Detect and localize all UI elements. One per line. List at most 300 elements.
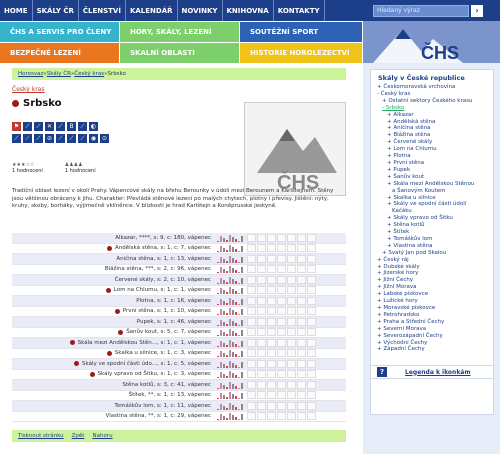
category-categories_row1-2[interactable]: SOUTĚŽNÍ SPORT <box>240 22 363 42</box>
feature-cells <box>247 276 316 284</box>
tree-item[interactable]: + Šanův kout <box>387 173 425 180</box>
feature-cell <box>247 339 256 347</box>
histogram-bar <box>235 375 237 378</box>
histogram-bar <box>226 240 228 242</box>
tree-item[interactable]: + Aničina stěna <box>387 125 431 132</box>
sector-name[interactable] <box>12 329 217 335</box>
tree-item[interactable]: + Jižní Morava <box>377 284 417 291</box>
sector-dot-icon <box>74 361 79 366</box>
histogram-bar <box>238 293 240 294</box>
footer-link-2[interactable]: Nahoru <box>92 433 113 439</box>
feature-cell <box>307 391 316 399</box>
sector-dot-icon <box>115 309 120 314</box>
histogram-bar <box>232 237 234 242</box>
table-row[interactable] <box>12 401 346 412</box>
feature-cell <box>247 286 256 294</box>
tree-item[interactable]: + Tomáškův lom <box>387 235 433 242</box>
sector-name[interactable] <box>12 413 217 419</box>
sector-name[interactable] <box>12 403 217 409</box>
histogram-bar <box>223 280 225 284</box>
feature-cell <box>287 349 296 357</box>
feature-cell <box>307 307 316 315</box>
table-row[interactable] <box>12 338 346 349</box>
grade-histogram <box>217 381 245 389</box>
feature-cell <box>297 360 306 368</box>
category-row-2 <box>0 43 363 63</box>
histogram-bar <box>232 352 234 357</box>
legend-link[interactable]: Legenda k ikonkám <box>405 368 471 376</box>
histogram-bar <box>226 282 228 284</box>
feature-cell <box>277 265 286 273</box>
histogram-bar <box>232 384 234 389</box>
category-categories_row1-0[interactable]: ČHS A SERVIS PRO ČLENY <box>0 22 120 42</box>
category-categories_row2-1[interactable]: SKALNÍ OBLASTI <box>120 43 240 63</box>
feature-cells <box>247 307 316 315</box>
feature-icons <box>12 122 132 146</box>
sector-name[interactable] <box>12 308 217 314</box>
feature-cell <box>277 360 286 368</box>
sector-name[interactable] <box>12 392 217 398</box>
histogram-bar <box>220 414 222 420</box>
footer-link-0[interactable]: Tisknout stránku <box>18 433 64 439</box>
feature-cells <box>247 402 316 410</box>
sector-name[interactable] <box>12 277 217 283</box>
feature-cell <box>247 307 256 315</box>
chs-placeholder-icon <box>245 103 345 195</box>
feature-cells <box>247 391 316 399</box>
tree-item[interactable]: + Skála mezi Andělskou Stěnou <box>387 180 475 187</box>
feature-cell <box>307 276 316 284</box>
histogram-bar <box>229 350 231 357</box>
feature-cell <box>307 234 316 242</box>
table-row[interactable] <box>12 265 346 276</box>
feature-cell <box>297 265 306 273</box>
histogram-bar <box>241 362 243 368</box>
tree-item[interactable]: + Jizerské hory <box>377 270 419 277</box>
feature-cell <box>307 370 316 378</box>
histogram-bar <box>217 388 219 389</box>
histogram-bar <box>235 396 237 399</box>
histogram-bar <box>232 310 234 315</box>
tree-item[interactable]: + Červené skály <box>387 139 433 146</box>
feature-cell <box>297 349 306 357</box>
tree-item[interactable]: + Labské pískovce <box>377 291 429 298</box>
histogram-bar <box>217 335 219 336</box>
feature-cell <box>267 349 276 357</box>
nav-item-4[interactable]: NOVINKY <box>178 0 223 21</box>
sector-name[interactable] <box>12 350 217 356</box>
feature-cell <box>247 412 256 420</box>
feature-cell <box>277 402 286 410</box>
grade-histogram <box>217 234 245 242</box>
histogram-bar <box>241 383 243 389</box>
feature-cell <box>307 339 316 347</box>
histogram-bar <box>217 346 219 347</box>
feature-cell <box>257 297 266 305</box>
table-row[interactable] <box>12 380 346 391</box>
region-tree-box <box>370 69 494 415</box>
histogram-bar <box>229 382 231 389</box>
histogram-bar <box>241 372 243 378</box>
histogram-bar <box>220 257 222 263</box>
feature-cell <box>287 391 296 399</box>
histogram-bar <box>232 268 234 273</box>
table-row[interactable] <box>12 233 346 244</box>
histogram-bar <box>217 367 219 368</box>
feature-cell <box>297 276 306 284</box>
histogram-bar <box>235 407 237 410</box>
histogram-bar <box>223 416 225 420</box>
feature-cell <box>307 244 316 252</box>
nav-item-0[interactable]: HOME <box>0 0 33 21</box>
feature-cell <box>287 339 296 347</box>
breadcrumb-separator: » <box>43 71 47 77</box>
feature-cell <box>267 381 276 389</box>
histogram-bar <box>226 345 228 347</box>
feature-cell <box>307 265 316 273</box>
histogram-bar <box>229 371 231 378</box>
category-categories_row1-1[interactable]: HORY, SKÁLY, LEZENÍ <box>120 22 240 42</box>
histogram-bar <box>220 288 222 294</box>
sector-label[interactable]: Červené skály, s: 2, c: 10, vápenec <box>114 276 211 283</box>
grade-histogram <box>217 276 245 284</box>
tree-item[interactable]: + Andělská stěna <box>387 118 436 125</box>
histogram-bar <box>232 373 234 378</box>
histogram-bar <box>235 260 237 263</box>
tree-item[interactable]: + Vlastina stěna <box>387 242 433 249</box>
histogram-bar <box>229 329 231 336</box>
feature-cell <box>287 297 296 305</box>
histogram-bar <box>241 246 243 252</box>
tree-item[interactable]: + Český ráj <box>377 256 409 263</box>
nav-item-6[interactable]: KONTAKTY <box>274 0 325 21</box>
histogram-bar <box>241 257 243 263</box>
feature-cell <box>257 391 266 399</box>
legend-box <box>370 365 494 379</box>
feature-cell <box>277 255 286 263</box>
tree-item[interactable]: + Stěna kotlů <box>387 222 425 229</box>
tree-item[interactable]: - Srbsko <box>382 104 405 111</box>
breadcrumb-item-3: Srbsko <box>107 71 126 77</box>
histogram-bar <box>217 325 219 326</box>
feature-cell <box>287 328 296 336</box>
search-bar <box>363 0 500 21</box>
breadcrumb-item-1[interactable]: Skály ČR <box>46 71 71 77</box>
histogram-bar <box>223 385 225 389</box>
histogram-bar <box>241 309 243 315</box>
feature-icon-13: ⟋ <box>67 134 76 143</box>
tree-item[interactable]: + Českomoravská vrchovina <box>377 84 456 90</box>
histogram-bar <box>238 356 240 357</box>
sectors-table <box>12 233 346 422</box>
histogram-bar <box>226 313 228 315</box>
search-input[interactable]: Hledaný výraz <box>373 5 469 17</box>
feature-cell <box>247 318 256 326</box>
feature-cells <box>247 318 316 326</box>
feature-cell <box>257 339 266 347</box>
sector-dot-icon <box>90 372 95 377</box>
sector-name[interactable] <box>12 382 217 388</box>
histogram-bar <box>220 372 222 378</box>
rating-stars-icon: ♟♟♟♟ <box>64 162 83 168</box>
tree-item[interactable]: + Blážina stěna <box>387 132 431 139</box>
sector-label[interactable]: Štítek, **, s: 1, c: 13, vápenec <box>128 392 211 399</box>
feature-cell <box>247 381 256 389</box>
feature-cell <box>297 370 306 378</box>
feature-cell <box>257 307 266 315</box>
tree-item[interactable]: + Ostatní sektory Českého krasu <box>382 97 473 104</box>
sector-label[interactable]: Pupek, s: 1, c: 46, vápenec <box>136 318 211 325</box>
sector-label[interactable]: Aničina stěna, s: 1, c: 13, vápenec <box>116 255 211 262</box>
sector-label[interactable]: Skalka u silnice, s: 1, c: 3, vápenec <box>114 350 211 357</box>
sector-label[interactable]: Šanův kout, s: 5, c: 7, vápenec <box>126 329 211 336</box>
feature-cell <box>307 412 316 420</box>
histogram-bar <box>232 300 234 305</box>
feature-cell <box>307 286 316 294</box>
table-row[interactable] <box>12 391 346 402</box>
feature-cell <box>257 370 266 378</box>
feature-cell <box>307 349 316 357</box>
nav-item-5[interactable]: KNIHOVNA <box>223 0 274 21</box>
histogram-bar <box>223 248 225 252</box>
feature-cell <box>247 349 256 357</box>
chs-logo[interactable] <box>363 21 500 63</box>
feature-cells <box>247 370 316 378</box>
sector-label[interactable]: Blážina stěna, ***, s: 2, c: 96, vápenec <box>104 266 211 273</box>
histogram-bar <box>220 236 222 242</box>
histogram-bar <box>229 287 231 294</box>
table-row[interactable] <box>12 275 346 286</box>
histogram-bar <box>229 361 231 368</box>
histogram-bar <box>241 299 243 305</box>
histogram-bar <box>223 301 225 305</box>
histogram-bar <box>226 418 228 420</box>
histogram-bar <box>217 409 219 410</box>
tree-item[interactable]: + Severní Morava <box>377 325 427 332</box>
table-row[interactable] <box>12 328 346 339</box>
feature-cell <box>297 391 306 399</box>
sector-label[interactable]: Skála mezi Andělskou Stěn..., s: 1, c: 1, vápenec <box>77 339 211 346</box>
tree-item[interactable]: + Skály vpravo od Šitku <box>387 215 453 222</box>
sector-name[interactable] <box>12 298 217 304</box>
tree-item[interactable]: + Pupek <box>387 166 411 173</box>
feature-cells <box>247 328 316 336</box>
sector-label[interactable]: Tomáškův lom, s: 1, c: 11, vápenec <box>114 402 211 409</box>
histogram-bar <box>241 288 243 294</box>
tree-item[interactable]: + Petrohradsko <box>377 311 420 318</box>
histogram-bar <box>220 246 222 252</box>
feature-cells <box>247 297 316 305</box>
footer-links <box>12 430 346 442</box>
histogram-bar <box>232 394 234 399</box>
nav-item-3[interactable]: KALENDÁŘ <box>126 0 178 21</box>
histogram-bar <box>217 241 219 242</box>
region-tree <box>371 84 493 353</box>
histogram-bar <box>223 374 225 378</box>
rating-stars-icon: ★★★☆☆ <box>12 162 35 168</box>
histogram-bar <box>241 404 243 410</box>
histogram-bar <box>241 236 243 242</box>
histogram-bar <box>235 281 237 284</box>
sector-name[interactable] <box>12 340 217 346</box>
sector-name[interactable] <box>12 287 217 293</box>
histogram-bar <box>229 319 231 326</box>
feature-cell <box>287 286 296 294</box>
tree-item[interactable]: + Jižní Čechy <box>377 277 414 284</box>
histogram-bar <box>217 304 219 305</box>
feature-cell <box>257 381 266 389</box>
feature-cell <box>257 360 266 368</box>
tree-item[interactable]: + Plotna <box>387 153 411 160</box>
page-title <box>12 98 62 109</box>
feature-cell <box>287 255 296 263</box>
histogram-bar <box>223 238 225 242</box>
tree-item[interactable]: + Východní Čechy <box>377 339 428 346</box>
feature-cell <box>307 318 316 326</box>
sector-dot-icon <box>107 351 112 356</box>
breadcrumb-item-2[interactable]: Český kras <box>74 71 105 77</box>
feature-cell <box>247 276 256 284</box>
tree-item[interactable]: + Severozápadní Čechy <box>377 332 443 339</box>
table-row[interactable] <box>12 244 346 255</box>
sector-name[interactable] <box>12 235 217 241</box>
histogram-bar <box>229 308 231 315</box>
help-icon: ? <box>377 367 387 377</box>
tree-item[interactable]: + Lužické hory <box>377 298 418 305</box>
sector-label[interactable]: Stěna kotlů, s: 3, c: 41, vápenec <box>122 381 211 388</box>
feature-cell <box>267 412 276 420</box>
sector-label[interactable]: Andělská stěna, s: 1, c: 7, vápenec <box>115 245 211 252</box>
tree-item[interactable]: + Svatý Jan pod Skalou <box>382 249 447 256</box>
tree-item[interactable]: + Alkazar <box>387 111 414 118</box>
tree-item[interactable]: + Západní Čechy <box>377 346 425 353</box>
tree-item[interactable]: + Lom na Chlumu <box>387 146 437 153</box>
tree-item[interactable]: + První stěna <box>387 159 425 166</box>
feature-cell <box>247 391 256 399</box>
feature-cell <box>257 244 266 252</box>
histogram-bar <box>235 249 237 252</box>
histogram-bar <box>226 355 228 357</box>
sector-name[interactable] <box>12 361 217 367</box>
rating-count: 1 hodnocení <box>12 168 43 174</box>
sector-label[interactable]: Plotna, s: 1, c: 16, vápenec <box>136 297 211 304</box>
feature-cell <box>247 255 256 263</box>
feature-cell <box>247 360 256 368</box>
sector-label[interactable]: Skály ve spodní části údo..., s: 1, c: 5, vápenec <box>81 360 211 367</box>
sector-label[interactable]: Skály vpravo od Šitku, s: 1, c: 3, vápenec <box>97 371 211 378</box>
histogram-bar <box>238 377 240 378</box>
table-row[interactable] <box>12 317 346 328</box>
category-categories_row2-0[interactable]: BEZPEČNÉ LEZENÍ <box>0 43 120 63</box>
feature-cells <box>247 349 316 357</box>
table-row[interactable] <box>12 359 346 370</box>
sidebar <box>363 63 500 454</box>
feature-icon-1: ⟋ <box>23 122 32 131</box>
feature-cell <box>277 391 286 399</box>
feature-cell <box>267 234 276 242</box>
histogram-bar <box>220 320 222 326</box>
histogram-bar <box>223 353 225 357</box>
tree-item[interactable]: + Skalka u silnice <box>387 194 436 201</box>
sector-label[interactable]: Vlastina stěna, **, s: 1, c: 29, vápenec <box>105 413 211 420</box>
grade-histogram <box>217 307 245 315</box>
tree-item[interactable]: + Skály ve spodní části údolí <box>387 201 467 208</box>
histogram-bar <box>232 331 234 336</box>
histogram-bar <box>238 314 240 315</box>
feature-cell <box>267 276 276 284</box>
table-row[interactable] <box>12 296 346 307</box>
sector-name[interactable] <box>12 245 217 251</box>
tree-item[interactable]: + Praha a Střední Čechy <box>377 318 445 325</box>
histogram-bar <box>235 365 237 368</box>
histogram-bar <box>220 278 222 284</box>
feature-cell <box>307 328 316 336</box>
tree-item[interactable]: - Český kras <box>377 90 411 97</box>
feature-cell <box>277 328 286 336</box>
grade-histogram <box>217 255 245 263</box>
parent-area-link[interactable]: Český kras <box>12 86 45 93</box>
histogram-bar <box>220 341 222 347</box>
nav-item-1[interactable]: SKÁLY ČR <box>33 0 79 21</box>
table-row[interactable] <box>12 286 346 297</box>
table-row[interactable] <box>12 412 346 423</box>
category-categories_row2-2[interactable]: HISTORIE HOROLEZECTVÍ <box>240 43 363 63</box>
photo-logo-text: ČHS <box>277 172 320 194</box>
histogram-bar <box>223 290 225 294</box>
table-row[interactable] <box>12 349 346 360</box>
histogram-bar <box>223 406 225 410</box>
tree-item[interactable]: a Šanovým Koutem <box>392 187 446 194</box>
tree-item[interactable]: + Moravské pískovce <box>377 305 436 311</box>
tree-item[interactable]: Kačáku <box>392 208 412 215</box>
feature-cell <box>297 234 306 242</box>
histogram-bar <box>226 376 228 378</box>
tree-item[interactable]: + Štítek <box>387 229 410 236</box>
histogram-bar <box>223 322 225 326</box>
grade-histogram <box>217 402 245 410</box>
feature-cell <box>267 255 276 263</box>
table-row[interactable] <box>12 370 346 381</box>
feature-icon-16: ⊙ <box>101 135 108 142</box>
feature-cell <box>277 381 286 389</box>
histogram-bar <box>238 262 240 263</box>
sector-label[interactable]: Alkazar, ****, s: 9, c: 180, vápenec <box>115 234 211 241</box>
sector-name[interactable] <box>12 266 217 272</box>
breadcrumb-item-0[interactable]: Horosvaz <box>18 71 44 77</box>
histogram-bar <box>235 312 237 315</box>
histogram-bar <box>229 256 231 263</box>
nav-item-2[interactable]: ČLENSTVÍ <box>79 0 126 21</box>
histogram-bar <box>217 377 219 378</box>
feature-cell <box>277 276 286 284</box>
sector-name[interactable] <box>12 371 217 377</box>
sector-name[interactable] <box>12 319 217 325</box>
table-row[interactable] <box>12 307 346 318</box>
feature-icon-2: ⟋ <box>34 122 43 131</box>
feature-cell <box>307 381 316 389</box>
table-row[interactable] <box>12 254 346 265</box>
feature-cell <box>297 244 306 252</box>
grade-histogram <box>217 391 245 399</box>
sector-name[interactable] <box>12 256 217 262</box>
sector-label[interactable]: Lom na Chlumu, s: 1, c: 1, vápenec <box>113 287 211 294</box>
footer-link-1[interactable]: Zpět <box>71 433 85 439</box>
sector-label[interactable]: První stěna, s: 1, c: 10, vápenec <box>122 308 211 315</box>
tree-item[interactable]: + Dubské skály <box>377 263 420 270</box>
histogram-bar <box>229 340 231 347</box>
feature-cells <box>247 286 316 294</box>
search-go-button[interactable]: › <box>471 5 483 17</box>
